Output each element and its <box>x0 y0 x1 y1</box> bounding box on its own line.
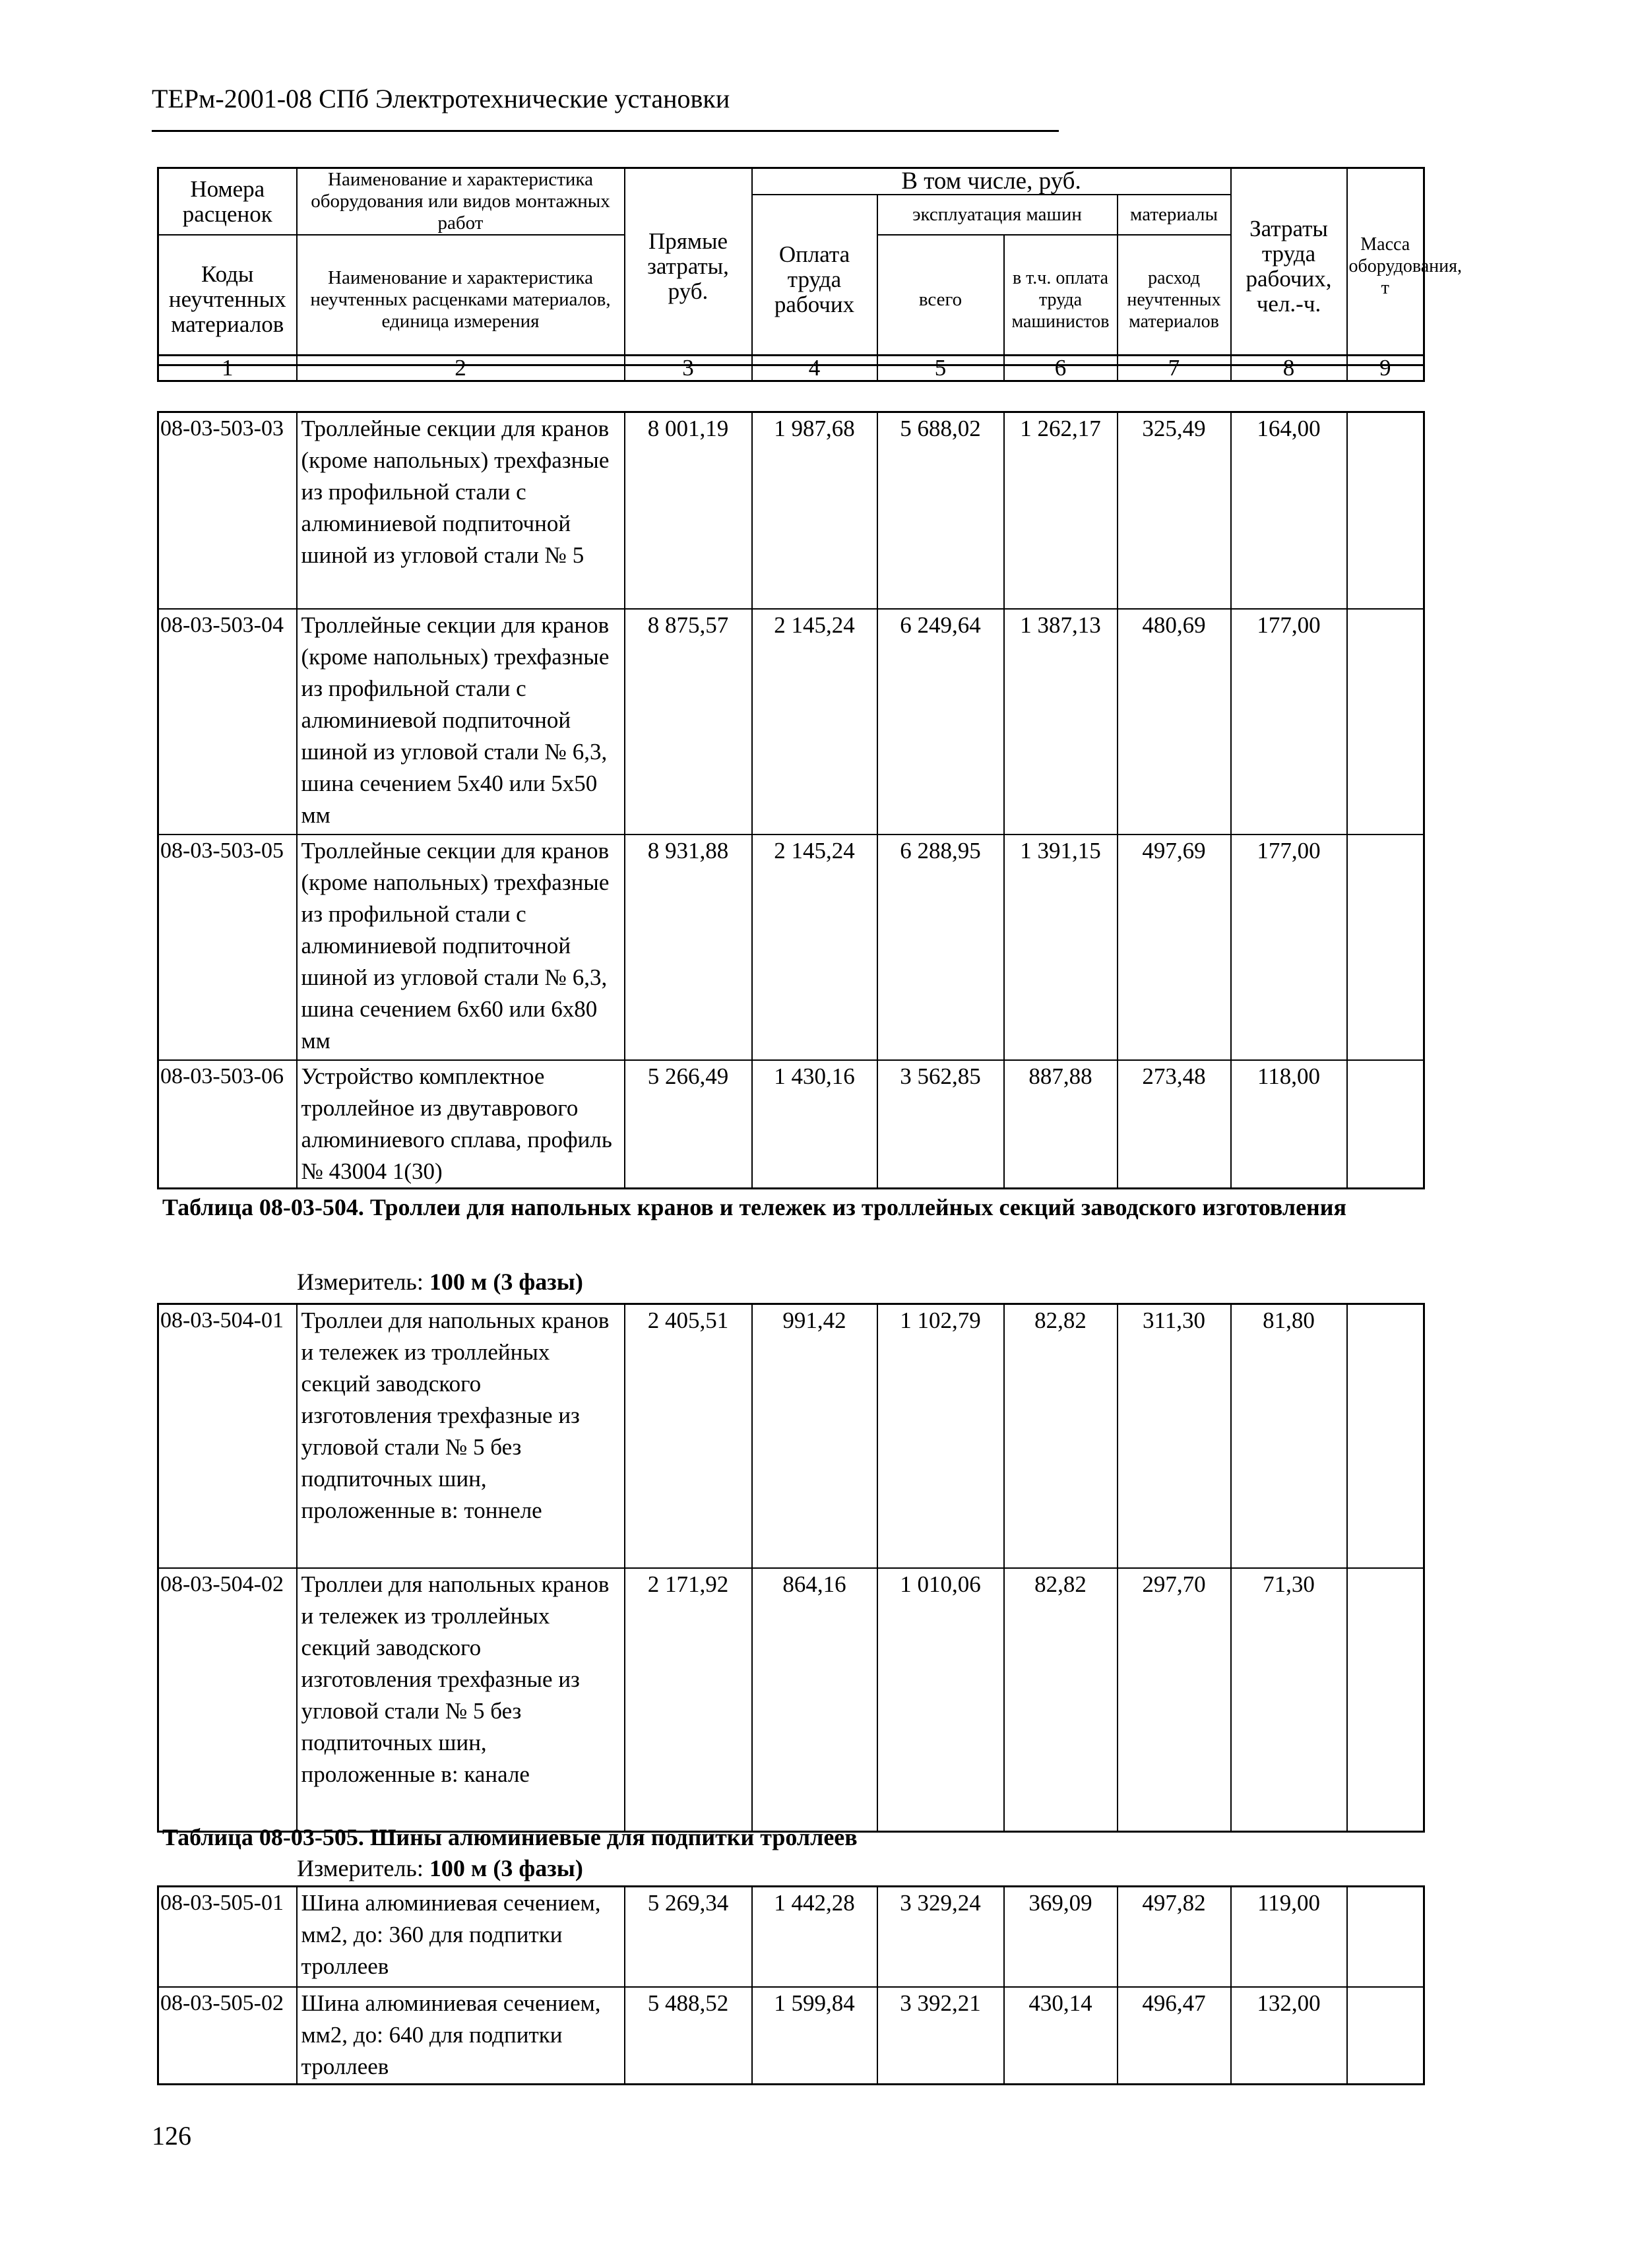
row-machinist-labor: 1 262,17 <box>1004 412 1118 609</box>
row-machine-cost: 3 562,85 <box>877 1060 1004 1189</box>
row-machinist-labor: 1 391,15 <box>1004 835 1118 1060</box>
row-name-line: алюминиевой подпиточной <box>301 707 571 733</box>
row-name-line: алюминиевой подпиточной <box>301 932 571 959</box>
table-row <box>158 1304 1424 1568</box>
header-col5: всего <box>877 235 1004 365</box>
header-col7: расход неучтенных материалов <box>1118 235 1231 365</box>
header-materials: материалы <box>1118 195 1231 235</box>
row-code: 08-03-504-01 <box>158 1304 297 1568</box>
row-materials-cost: 297,70 <box>1118 1568 1231 1832</box>
table-row <box>158 1987 1424 2085</box>
row-name-line: из профильной стали с <box>301 675 526 701</box>
column-number: 2 <box>297 356 625 381</box>
row-name-line: проложенные в: тоннеле <box>301 1497 542 1523</box>
row-name-line: шина сечением 5х40 или 5х50 <box>301 770 598 796</box>
row-name-line: мм2, до: 360 для подпитки <box>301 1922 563 1947</box>
row-equipment-mass <box>1347 412 1424 609</box>
row-name-line: шиной из угловой стали № 6,3, <box>301 738 608 765</box>
row-name-line: Троллейные секции для кранов <box>301 837 610 864</box>
row-code: 08-03-504-02 <box>158 1568 297 1832</box>
column-number: 1 <box>158 356 297 381</box>
row-direct-cost: 8 001,19 <box>625 412 752 609</box>
row-machinist-labor: 369,09 <box>1004 1887 1118 1987</box>
table-row <box>158 412 1424 609</box>
row-machine-cost: 1 010,06 <box>877 1568 1004 1832</box>
row-name-line: секций заводского <box>301 1371 482 1397</box>
column-number: 5 <box>877 356 1004 381</box>
row-name-line: подпиточных шин, <box>301 1729 487 1755</box>
row-name-line: угловой стали № 5 без <box>301 1434 522 1460</box>
row-name-line: троллеев <box>301 2053 389 2079</box>
row-name-line: Троллейные секции для кранов <box>301 612 610 638</box>
row-name <box>297 835 625 1060</box>
column-number: 3 <box>625 356 752 381</box>
table-505 <box>157 1885 1425 2085</box>
header-col8: Затраты труда рабочих, чел.-ч. <box>1231 168 1347 365</box>
row-equipment-mass <box>1347 609 1424 835</box>
row-code: 08-03-503-06 <box>158 1060 297 1189</box>
row-name-line: секций заводского <box>301 1634 482 1660</box>
row-direct-cost: 2 171,92 <box>625 1568 752 1832</box>
row-name-line: изготовления трехфазные из <box>301 1666 580 1692</box>
table-row <box>158 835 1424 1060</box>
header-machines: эксплуатация машин <box>877 195 1118 235</box>
row-machinist-labor: 887,88 <box>1004 1060 1118 1189</box>
row-direct-cost: 8 875,57 <box>625 609 752 835</box>
row-name-line: шиной из угловой стали № 5 <box>301 542 584 568</box>
row-name-line: проложенные в: канале <box>301 1761 530 1787</box>
row-labor-cost: 2 145,24 <box>752 609 877 835</box>
row-labor-hours: 71,30 <box>1231 1568 1347 1832</box>
row-machinist-labor: 82,82 <box>1004 1568 1118 1832</box>
row-direct-cost: 5 269,34 <box>625 1887 752 1987</box>
row-direct-cost: 8 931,88 <box>625 835 752 1060</box>
column-number: 8 <box>1231 356 1347 381</box>
header-col2-bottom: Наименование и характеристика неучтенных расценками материалов, единица измерения <box>297 235 625 365</box>
page-number: 126 <box>152 2121 191 2151</box>
row-code: 08-03-505-02 <box>158 1987 297 2085</box>
table-header <box>157 167 1463 366</box>
row-labor-cost: 1 442,28 <box>752 1887 877 1987</box>
row-equipment-mass <box>1347 1887 1424 1987</box>
row-materials-cost: 325,49 <box>1118 412 1231 609</box>
table-505-title: Таблица 08-03-505. Шины алюминиевые для подпитки троллеев <box>162 1824 858 1850</box>
row-machinist-labor: 430,14 <box>1004 1987 1118 2085</box>
row-machine-cost: 5 688,02 <box>877 412 1004 609</box>
unit-value: 100 м (3 фазы) <box>429 1269 583 1295</box>
table-row <box>158 1568 1424 1832</box>
row-materials-cost: 480,69 <box>1118 609 1231 835</box>
row-direct-cost: 5 266,49 <box>625 1060 752 1189</box>
table-row <box>158 609 1424 835</box>
row-machine-cost: 6 288,95 <box>877 835 1004 1060</box>
row-labor-cost: 864,16 <box>752 1568 877 1832</box>
column-number: 6 <box>1004 356 1118 381</box>
row-name-line: из профильной стали с <box>301 900 526 927</box>
row-direct-cost: 2 405,51 <box>625 1304 752 1568</box>
row-equipment-mass <box>1347 835 1424 1060</box>
header-rule <box>152 130 1059 132</box>
row-name-line: Троллеи для напольных кранов <box>301 1571 610 1597</box>
row-materials-cost: 496,47 <box>1118 1987 1231 2085</box>
row-labor-hours: 118,00 <box>1231 1060 1347 1189</box>
row-name-line: шиной из угловой стали № 6,3, <box>301 964 608 990</box>
row-equipment-mass <box>1347 1060 1424 1189</box>
row-name-line: (кроме напольных) трехфазные <box>301 447 610 473</box>
row-name <box>297 1060 625 1189</box>
unit-label: Измеритель: <box>297 1855 429 1881</box>
row-labor-cost: 1 987,68 <box>752 412 877 609</box>
row-name-line: Троллеи для напольных кранов <box>301 1307 610 1333</box>
row-labor-hours: 132,00 <box>1231 1987 1347 2085</box>
row-machine-cost: 3 392,21 <box>877 1987 1004 2085</box>
row-name-line: и тележек из троллейных <box>301 1602 550 1629</box>
row-labor-hours: 164,00 <box>1231 412 1347 609</box>
header-col2-top: Наименование и характеристика оборудования или видов монтажных работ <box>297 168 625 236</box>
row-labor-cost: 991,42 <box>752 1304 877 1568</box>
row-name-line: Троллейные секции для кранов <box>301 416 610 441</box>
row-name <box>297 1568 625 1832</box>
row-name-line: № 43004 1(30) <box>301 1158 443 1184</box>
running-header: ТЕРм-2001-08 СПб Электротехнические установки <box>152 84 730 113</box>
row-direct-cost: 5 488,52 <box>625 1987 752 2085</box>
row-materials-cost: 311,30 <box>1118 1304 1231 1568</box>
header-col6: в т.ч. оплата труда машинистов <box>1004 235 1118 365</box>
row-name-line: (кроме напольных) трехфазные <box>301 869 610 895</box>
row-name-line: алюминиевой подпиточной <box>301 511 571 536</box>
row-name <box>297 412 625 609</box>
table-row <box>158 1060 1424 1189</box>
row-name-line: изготовления трехфазные из <box>301 1402 580 1428</box>
row-name-line: Устройство комплектное <box>301 1063 545 1089</box>
row-name-line: угловой стали № 5 без <box>301 1697 522 1724</box>
column-numbers <box>157 354 1425 382</box>
row-code: 08-03-505-01 <box>158 1887 297 1987</box>
row-code: 08-03-503-03 <box>158 412 297 609</box>
header-col1-top: Номера расценок <box>158 168 297 236</box>
row-name-line: шина сечением 6х60 или 6х80 <box>301 995 598 1022</box>
row-name <box>297 1887 625 1987</box>
row-labor-hours: 81,80 <box>1231 1304 1347 1568</box>
row-machine-cost: 3 329,24 <box>877 1887 1004 1987</box>
table-504-title: Таблица 08-03-504. Троллеи для напольных кранов и тележек из троллейных секций заводского изготовления <box>162 1194 1347 1220</box>
header-col9: Масса оборудования, т <box>1347 168 1424 365</box>
row-name-line: и тележек из троллейных <box>301 1339 550 1365</box>
row-code: 08-03-503-05 <box>158 835 297 1060</box>
header-col3: Прямые затраты, руб. <box>625 168 752 365</box>
table-row <box>158 1887 1424 1987</box>
row-name-line: из профильной стали с <box>301 479 526 505</box>
unit-value: 100 м (3 фазы) <box>429 1855 583 1881</box>
table-505-unit <box>297 1854 583 1883</box>
column-number: 4 <box>752 356 877 381</box>
row-name <box>297 609 625 835</box>
row-labor-hours: 177,00 <box>1231 609 1347 835</box>
row-name-line: Шина алюминиевая сечением, <box>301 1990 601 2016</box>
row-materials-cost: 497,82 <box>1118 1887 1231 1987</box>
row-machinist-labor: 82,82 <box>1004 1304 1118 1568</box>
row-machine-cost: 1 102,79 <box>877 1304 1004 1568</box>
header-col4: Оплата труда рабочих <box>752 195 877 365</box>
row-name-line: подпиточных шин, <box>301 1466 487 1492</box>
header-incl: В том числе, руб. <box>752 168 1231 195</box>
row-name-line: алюминиевого сплава, профиль <box>301 1126 612 1152</box>
row-labor-cost: 1 430,16 <box>752 1060 877 1189</box>
row-machine-cost: 6 249,64 <box>877 609 1004 835</box>
table-504 <box>157 1303 1425 1833</box>
unit-label: Измеритель: <box>297 1269 429 1295</box>
row-name-line: троллеев <box>301 1953 389 1979</box>
row-name-line: (кроме напольных) трехфазные <box>301 643 610 670</box>
table-504-unit <box>297 1267 583 1296</box>
row-name <box>297 1987 625 2085</box>
row-equipment-mass <box>1347 1987 1424 2085</box>
row-name <box>297 1304 625 1568</box>
row-materials-cost: 273,48 <box>1118 1060 1231 1189</box>
row-labor-cost: 2 145,24 <box>752 835 877 1060</box>
row-machinist-labor: 1 387,13 <box>1004 609 1118 835</box>
row-name-line: мм <box>301 802 331 828</box>
row-labor-hours: 119,00 <box>1231 1887 1347 1987</box>
row-labor-cost: 1 599,84 <box>752 1987 877 2085</box>
row-labor-hours: 177,00 <box>1231 835 1347 1060</box>
row-code: 08-03-503-04 <box>158 609 297 835</box>
column-number: 7 <box>1118 356 1231 381</box>
row-equipment-mass <box>1347 1568 1424 1832</box>
table-503 <box>157 411 1425 1189</box>
row-name-line: троллейное из двутаврового <box>301 1094 579 1121</box>
row-equipment-mass <box>1347 1304 1424 1568</box>
column-number: 9 <box>1347 356 1424 381</box>
row-name-line: мм2, до: 640 для подпитки <box>301 2021 563 2048</box>
row-name-line: Шина алюминиевая сечением, <box>301 1890 601 1916</box>
header-col1-bottom: Коды неучтенных материалов <box>158 235 297 365</box>
row-name-line: мм <box>301 1027 331 1054</box>
row-materials-cost: 497,69 <box>1118 835 1231 1060</box>
